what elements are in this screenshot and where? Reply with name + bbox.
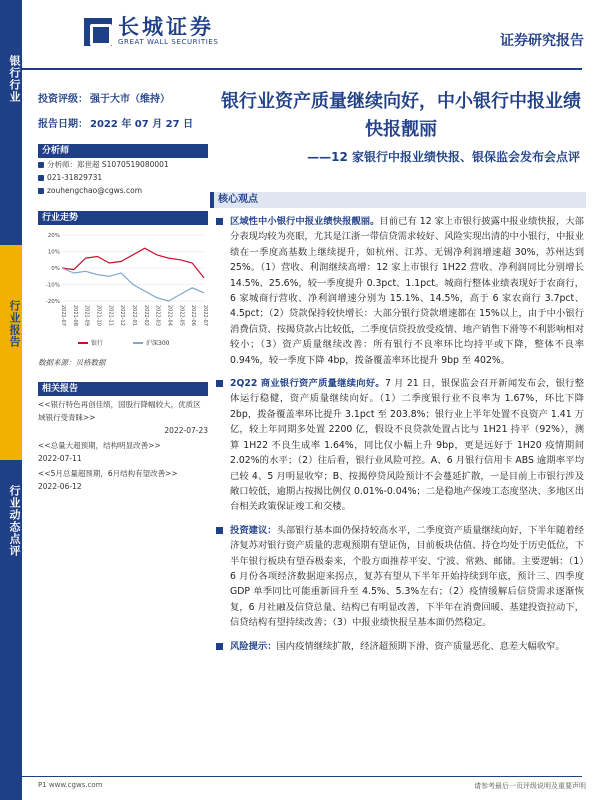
paragraph-text: 国内疫情继续扩散，经济超预期下滑、资产质量恶化、息差大幅收窄。 — [276, 640, 565, 652]
analyst-email[interactable]: zouhengchao@cgws.com — [38, 184, 208, 197]
strip-comment-label: 行业动态点评 — [8, 485, 21, 557]
paragraph-text: 头部银行基本面仍保持较高水平，二季度资产质量继续向好，下半年随着经济复苏对银行资产质量的悲观预期有望证伪，目前板块估值、持仓均处于历史低位，下半年银行板块有望吞极泰来，个股方面推荐平安、宁波、常熟、邮储。主要逻辑：（1）6 月份各项经济数据迎来拐点，复苏有望从下半年开始持续到年底，预计三、四季度 GDP 单季同比可能重新回升至 4.5%、5.3%左右；（2）疫情缓解后信贷需求逐渐恢复，6 月社融及信贷总量、结构已有明显改善，下半年在消费回暖、基建投资拉动下，信贷结构有望持续改善；（3）中报业绩快报呈基本面仍然稳定。 — [230, 524, 584, 629]
related-report-date: 2022-06-12 — [38, 482, 82, 491]
footer-divider — [22, 776, 582, 777]
chart-source: 数据来源：贝格数据 — [38, 358, 106, 367]
y-tick-label: -10% — [45, 282, 60, 289]
related-report-date: 2022-07-23 — [164, 426, 208, 435]
related-report-list — [38, 398, 208, 493]
phone-icon — [38, 175, 44, 181]
page-header — [22, 0, 600, 76]
paragraph-heading: 风险提示： — [230, 640, 277, 652]
person-icon — [38, 162, 44, 168]
legend-label: 银行 — [91, 340, 104, 347]
paragraph-text: 目前已有 12 家上市银行披露中报业绩快报，大部分表现均较为亮眼，尤其是江浙一带信贷需求较好、风险实现出清的中小银行，中报业绩在一季度高基数上继续提升，如杭州、江苏、无锡净利润增速超 30%，苏州达到 25%。（1）营收、利润继续高增：12 家上市银行 1H22 营收、净利润同比分别增长 14.5%、25.6%，较一季度提升 0.3pct、1.1pct。城商行整体业绩表现好于农商行，6 家城商行营收、净利润增速分别为 15.1%、14.5%，高于 6 家农商行 3.7pct、4.5pct；（2）贷款保持较快增长：大部分银行贷款增速都在 15%以上，由于中小银行消费信贷、按揭贷款占比较低，二季度信贷投放受疫情、地产销售下滑等不利影响相对较小；（3）资产质量继续改善：所有银行不良率环比均持平或下降，整体不良率 0.94%，较一季度下降 4bp，拨备覆盖率环比提升 9bp 至 402%。 — [230, 216, 584, 366]
analyst-phone: 021-31829731 — [38, 171, 208, 184]
core-view-body — [216, 214, 584, 662]
bullet-square-icon — [216, 380, 223, 387]
report-title: 银行业资产质量继续向好，中小银行中报业绩快报靓丽 — [221, 91, 581, 140]
core-paragraph — [216, 376, 584, 515]
footer-page-url[interactable]: P1 www.cgws.com — [38, 781, 103, 789]
logo-mark-icon — [84, 18, 112, 46]
x-tick-label: 2021-11 — [107, 305, 114, 326]
report-subtitle: ——12 家银行中报业绩快报、银保监会发布会点评 — [307, 150, 580, 164]
company-logo — [84, 16, 218, 47]
x-tick-label: 2021-08 — [71, 305, 78, 326]
strip-report-label: 行业报告 — [8, 300, 21, 348]
left-side-strip — [0, 0, 22, 800]
x-tick-label: 2022-06 — [190, 305, 197, 326]
bullet-square-icon — [216, 527, 223, 534]
footer-disclaimer-note: 请参考最后一页评级说明及重要声明 — [474, 782, 586, 790]
strip-industry-label: 银行行业 — [8, 55, 21, 103]
x-tick-label: 2022-04 — [166, 305, 173, 326]
x-tick-label: 2022-03 — [154, 305, 161, 326]
date-value: 2022 年 07 月 27 日 — [90, 119, 194, 130]
core-paragraph — [216, 214, 584, 368]
paragraph-heading: 2Q22 商业银行资产质量继续向好。 — [230, 378, 385, 390]
date-row — [38, 115, 208, 130]
analyst-section-header: 分析师 — [38, 144, 208, 158]
bullet-square-icon — [216, 218, 223, 225]
related-report-date: 2022-07-11 — [38, 454, 82, 463]
bullet-square-icon — [216, 643, 223, 650]
logo-english-name: GREAT WALL SECURITIES — [118, 38, 219, 46]
x-tick-label: 2022-07 — [202, 305, 208, 326]
core-view-header — [210, 192, 586, 208]
core-view-label: 核心观点 — [218, 194, 258, 205]
report-type-label: 证券研究报告 — [500, 33, 584, 49]
date-label: 报告日期： — [38, 119, 88, 130]
related-report-link[interactable]: <<银行特色再创佳绩，国股行降幅较大，优质区域银行受青睐>> — [38, 400, 201, 422]
trend-section-header: 行业走势 — [38, 211, 208, 225]
related-report-link[interactable]: <<5月总量超预期，6月结构有望改善>> — [38, 469, 178, 478]
paragraph-heading: 区域性中小银行中报业绩快报靓丽。 — [230, 216, 380, 227]
trend-chart-svg — [38, 229, 208, 349]
email-icon — [38, 188, 44, 194]
y-tick-label: 10% — [47, 249, 60, 256]
logo-chinese-name: 长城证券 — [118, 15, 214, 39]
core-paragraph — [216, 523, 584, 631]
industry-trend-chart — [38, 229, 208, 349]
rating-row — [38, 90, 208, 105]
x-tick-label: 2022-05 — [178, 305, 185, 326]
x-tick-label: 2022-02 — [142, 305, 149, 326]
x-tick-label: 2022-01 — [131, 305, 137, 326]
legend-label: 沪深300 — [146, 340, 170, 347]
rating-label: 投资评级： — [38, 94, 88, 105]
analyst-name: 分析师：郑世超 S1070519080001 — [38, 158, 208, 171]
left-info-column — [38, 80, 208, 493]
related-report-link[interactable]: <<总量大超预期，结构明显改善>> — [38, 441, 161, 450]
x-tick-label: 2021-07 — [60, 305, 66, 326]
y-tick-label: 0% — [51, 266, 60, 272]
rating-value: 强于大市（维持） — [90, 94, 170, 105]
paragraph-heading: 投资建议： — [230, 524, 277, 536]
core-paragraph — [216, 639, 584, 654]
x-tick-label: 2021-12 — [119, 305, 126, 326]
y-tick-label: 20% — [47, 233, 60, 239]
report-title-block — [216, 88, 586, 165]
x-tick-label: 2021-10 — [95, 305, 102, 326]
y-tick-label: -20% — [45, 299, 60, 305]
related-section-header: 相关报告 — [38, 382, 208, 396]
x-tick-label: 2021-09 — [83, 305, 90, 326]
series-line — [62, 248, 204, 278]
header-divider — [22, 68, 582, 70]
strip-top-block — [0, 0, 22, 245]
paragraph-text: 7 月 21 日，银保监会召开新闻发布会，银行整体运行稳健，资产质量继续向好。（1）二季度银行业不良率为 1.67%，环比下降 2bp，拨备覆盖率环比提升 3.1pct 至 203.8%；银行业上半年处置不良资产 1.41 万亿，较上年同期多处置 2200 亿，假设不良贷款处置占比与 1H21 持平（92%），测算 1H22 不良生成率 1.64%，同比仅小幅上升 9bp，更是远好于 1H20 疫情期间 2.02%的水平；（2）往后看，银行业风险可控。A、6 月银行信用卡 ABS 逾期率平均已较 4、5 月明显收窄；B、按揭停贷风险预计不会蔓延扩散，一是目前上市银行涉及敞口较低，逾期占按揭比例仅 0.01%-0.04%；二是稳地产保竣工态度坚决、多地区出台相关政策保证竣工和交楼。 — [230, 378, 584, 513]
strip-middle-block — [0, 245, 22, 460]
